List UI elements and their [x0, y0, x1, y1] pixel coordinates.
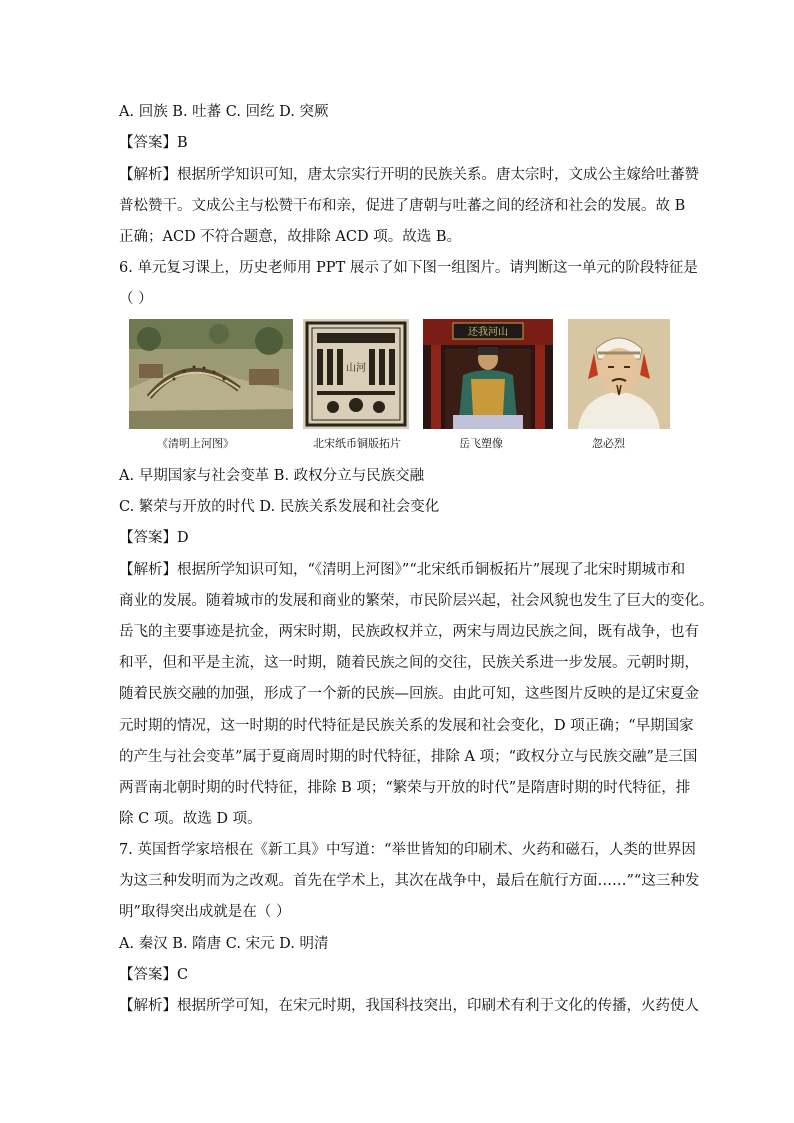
q5-analysis-line: 正确；ACD 不符合题意，故排除 ACD 项。故选 B。	[119, 229, 461, 245]
q5-analysis-line: 普松赞干。文成公主与松赞干布和亲，促进了唐朝与吐蕃之间的经济和社会的发展。故 B	[119, 198, 686, 214]
q7-stem-line: 明”取得突出成就是在（ ）	[119, 904, 291, 920]
caption-banknote: 北宋纸币铜版拓片	[313, 437, 401, 450]
q7-answer: 【答案】C	[119, 967, 189, 983]
q5-options: A. 回族 B. 吐蕃 C. 回纥 D. 突厥	[119, 104, 329, 120]
caption-yuefei: 岳飞塑像	[459, 437, 503, 450]
q6-analysis-line: 除 C 项。故选 D 项。	[119, 811, 262, 827]
q6-analysis-line: 岳飞的主要事迹是抗金，两宋时期，民族政权并立，两宋与周边民族之间，既有战争，也有	[119, 624, 699, 640]
q6-stem-line: （ ）	[119, 291, 153, 307]
caption-qingming: 《清明上河图》	[157, 437, 234, 450]
banknote-rubbing-image	[303, 319, 409, 429]
temple-plaque: 还我河山	[468, 327, 508, 338]
statue-yuefei-image	[423, 319, 553, 429]
rubbing-inscription: 山河	[346, 363, 366, 374]
q6-options-line: C. 繁荣与开放的时代 D. 民族关系发展和社会变化	[119, 499, 440, 515]
portrait-kublai-image	[568, 319, 670, 429]
q6-stem-line: 6. 单元复习课上，历史老师用 PPT 展示了如下图一组图片。请判断这一单元的阶段特征是	[119, 260, 698, 276]
q6-analysis-line: 商业的发展。随着城市的发展和商业的繁荣，市民阶层兴起，社会风貌也发生了巨大的变化。	[119, 593, 714, 609]
q6-analysis-line: 【解析】根据所学知识可知，“《清明上河图》”“北宋纸币铜板拓片”展现了北宋时期城市和	[119, 562, 686, 578]
q7-stem-line: 为这三种发明而为之改观。首先在学术上，其次在战争中，最后在航行方面……”“这三种发	[119, 873, 700, 889]
q6-options-line: A. 早期国家与社会变革 B. 政权分立与民族交融	[119, 468, 425, 484]
q6-analysis-line: 的产生与社会变革”属于夏商周时期的时代特征，排除 A 项；“政权分立与民族交融”是三国	[119, 749, 698, 765]
q5-answer: 【答案】B	[119, 135, 188, 151]
q5-analysis-line: 【解析】根据所学知识可知，唐太宗实行开明的民族关系。唐太宗时，文成公主嫁给吐蕃赞	[119, 167, 699, 183]
q6-analysis-line: 随着民族交融的加强，形成了一个新的民族—回族。由此可知，这些图片反映的是辽宋夏金	[119, 686, 699, 702]
q7-options: A. 秦汉 B. 隋唐 C. 宋元 D. 明清	[119, 936, 329, 952]
q7-stem-line: 7. 英国哲学家培根在《新工具》中写道：“举世皆知的印刷术、火药和磁石，人类的世界因	[119, 842, 696, 858]
q6-analysis-line: 两晋南北朝时期的时代特征，排除 B 项；“繁荣与开放的时代”是隋唐时期的时代特征，排	[119, 780, 691, 796]
q7-analysis-line: 【解析】根据所学可知，在宋元时期，我国科技突出，印刷术有利于文化的传播，火药使人	[119, 998, 699, 1014]
q6-analysis-line: 和平，但和平是主流，这一时期，随着民族之间的交往，民族关系进一步发展。元朝时期，	[119, 655, 699, 671]
painting-qingming-image	[129, 319, 293, 429]
q6-answer: 【答案】D	[119, 530, 189, 546]
caption-kublai: 忽必烈	[592, 437, 625, 450]
q6-analysis-line: 元时期的情况，这一时期的时代特征是民族关系的发展和社会变化，D 项正确；“早期国家	[119, 718, 694, 734]
